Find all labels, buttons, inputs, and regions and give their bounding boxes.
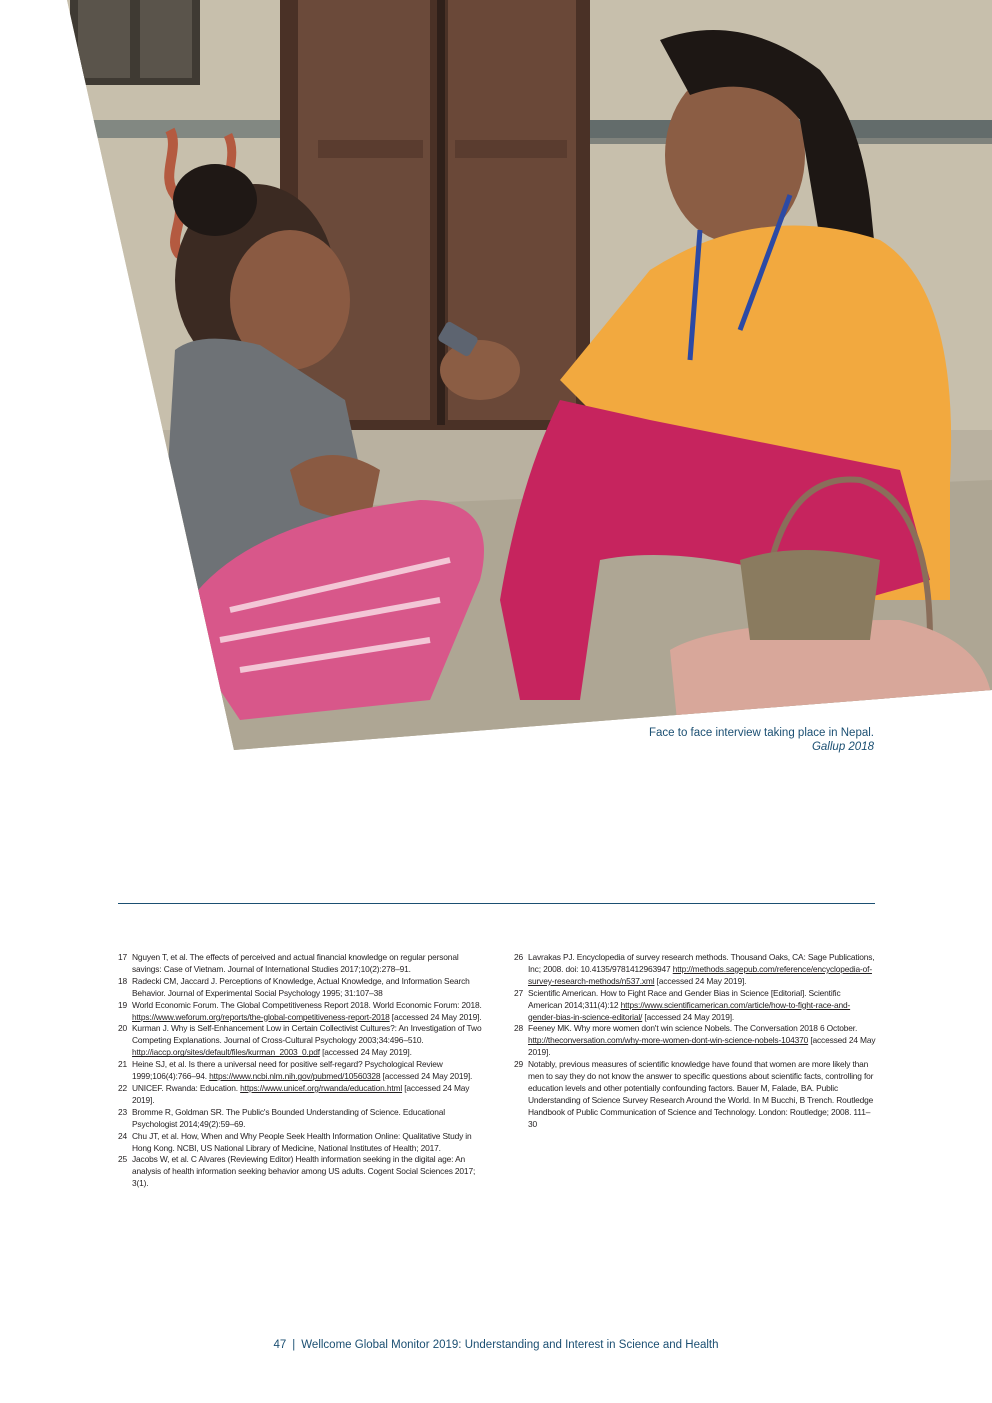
reference-text: Feeney MK. Why more women don't win science Nobels. The Conversation 2018 6 October. http://theconversation.com/why-more-women-dont-win-science-nobels-104370 [accessed 24 May 2019]. <box>528 1023 876 1058</box>
reference-item <box>118 1000 482 1024</box>
reference-number: 24 <box>118 1130 128 1141</box>
document-title: Wellcome Global Monitor 2019: Understanding and Interest in Science and Health <box>301 1339 719 1351</box>
reference-item <box>514 1023 876 1059</box>
reference-text: Notably, previous measures of scientific knowledge have found that women are more likely than men to say they do not know the answer to specific questions about scientific facts, controlling for education levels and other potentially confounding factors. Bauer M, Falade, BA. Public Understanding of Science Survey Research Around the World. In M Bucchi, B Trench. Routledge Handbook of Public Communication of Science and Technology. London: Routledge; 2008. 111–30 <box>528 1059 874 1129</box>
reference-item <box>118 1023 482 1059</box>
reference-text: Lavrakas PJ. Encyclopedia of survey research methods. Thousand Oaks, CA: Sage Publications, Inc; 2008. doi: 10.4135/9781412963947 http://methods.sagepub.com/reference/encyclopedia-of-survey-research-methods/n537.xml [accessed 24 May 2019]. <box>528 952 875 986</box>
photo-caption <box>649 726 874 754</box>
reference-item <box>514 1059 876 1130</box>
reference-text: Heine SJ, et al. Is there a universal need for positive self-regard? Psychological Review 1999;106(4):766–94. https://www.ncbi.nlm.nih.gov/pubmed/10560328 [accessed 24 May 2019]. <box>132 1059 473 1082</box>
reference-number: 18 <box>118 975 128 986</box>
reference-number: 19 <box>118 999 128 1010</box>
reference-number: 28 <box>514 1023 524 1034</box>
reference-link[interactable]: http://iaccp.org/sites/default/files/kurman_2003_0.pdf <box>132 1047 320 1058</box>
reference-link[interactable]: https://www.ncbi.nlm.nih.gov/pubmed/10560328 <box>209 1071 381 1082</box>
reference-item <box>118 1059 482 1083</box>
reference-text: World Economic Forum. The Global Competitiveness Report 2018. World Economic Forum: 2018. https://www.weforum.org/reports/the-global-competitiveness-report-2018 [accessed 24 May 2019]. <box>132 999 482 1022</box>
reference-number: 20 <box>118 1023 128 1034</box>
reference-text: Chu JT, et al. How, When and Why People Seek Health Information Online: Qualitative Study in Hong Kong. NCBI, US National Library of Medicine, National Institutes of Health; 2017. <box>132 1130 472 1153</box>
reference-link[interactable]: http://methods.sagepub.com/reference/encyclopedia-of-survey-research-methods/n537.xml <box>528 963 872 986</box>
reference-text: UNICEF. Rwanda: Education. https://www.unicef.org/rwanda/education.html [accessed 24 May 2019]. <box>132 1082 470 1105</box>
reference-item <box>514 952 876 988</box>
reference-item <box>118 952 482 976</box>
reference-number: 23 <box>118 1106 128 1117</box>
reference-text: Nguyen T, et al. The effects of perceived and actual financial knowledge on regular personal savings: Case of Vietnam. Journal of International Studies 2017;10(2):278–91. <box>132 952 459 974</box>
section-divider <box>118 903 875 904</box>
references-right-column <box>514 952 876 1131</box>
reference-item <box>118 976 482 1000</box>
caption-credit: Gallup 2018 <box>811 741 874 753</box>
reference-text: Radecki CM, Jaccard J. Perceptions of Knowledge, Actual Knowledge, and Information Search Behavior. Journal of Experimental Social Psychology 1995; 31:107–38 <box>132 975 470 998</box>
reference-item <box>118 1154 482 1190</box>
reference-link[interactable]: http://theconversation.com/why-more-women-dont-win-science-nobels-104370 <box>528 1035 809 1046</box>
reference-number: 29 <box>514 1059 524 1070</box>
page-number: 47 <box>273 1339 287 1351</box>
page-footer <box>0 1339 992 1351</box>
reference-text: Jacobs W, et al. C Alvares (Reviewing Editor) Health information seeking in the digital age: An analysis of health information seeking behavior among US adults. Cogent Social Sciences 2017; 3(1). <box>132 1154 476 1189</box>
reference-number: 21 <box>118 1059 128 1070</box>
reference-text: Bromme R, Goldman SR. The Public's Bounded Understanding of Science. Educational Psychologist 2014;49(2):59–69. <box>132 1106 445 1129</box>
caption-text: Face to face interview taking place in Nepal. <box>648 727 874 739</box>
reference-link[interactable]: https://www.weforum.org/reports/the-global-competitiveness-report-2018 <box>132 1011 390 1022</box>
reference-number: 27 <box>514 987 524 998</box>
reference-item <box>514 988 876 1024</box>
reference-item <box>118 1107 482 1131</box>
reference-link[interactable]: https://www.unicef.org/rwanda/education.html <box>240 1082 403 1093</box>
reference-number: 25 <box>118 1154 128 1165</box>
footer-separator: | <box>292 1339 296 1351</box>
reference-item <box>118 1131 482 1155</box>
references-left-column <box>118 952 482 1190</box>
reference-text: Scientific American. How to Fight Race and Gender Bias in Science [Editorial]. Scientific American 2014;311(4):12 https://www.scientificamerican.com/article/how-to-fight-race-and-gender-bias-in-science-editorial/ [accessed 24 May 2019]. <box>528 987 851 1022</box>
reference-number: 17 <box>118 952 128 962</box>
reference-link[interactable]: https://www.scientificamerican.com/article/how-to-fight-race-and-gender-bias-in-science-editorial/ <box>528 999 851 1022</box>
reference-text: Kurman J. Why is Self-Enhancement Low in Certain Collectivist Cultures?: An Investigation of Two Competing Explanations. Journal of Cross-Cultural Psychology 2003;34:496–510. http://iaccp.org/sites/default/files/kurman_2003_0.pdf [accessed 24 May 2019]. <box>132 1023 482 1058</box>
reference-number: 26 <box>514 952 524 962</box>
reference-item <box>118 1083 482 1107</box>
reference-number: 22 <box>118 1082 128 1093</box>
